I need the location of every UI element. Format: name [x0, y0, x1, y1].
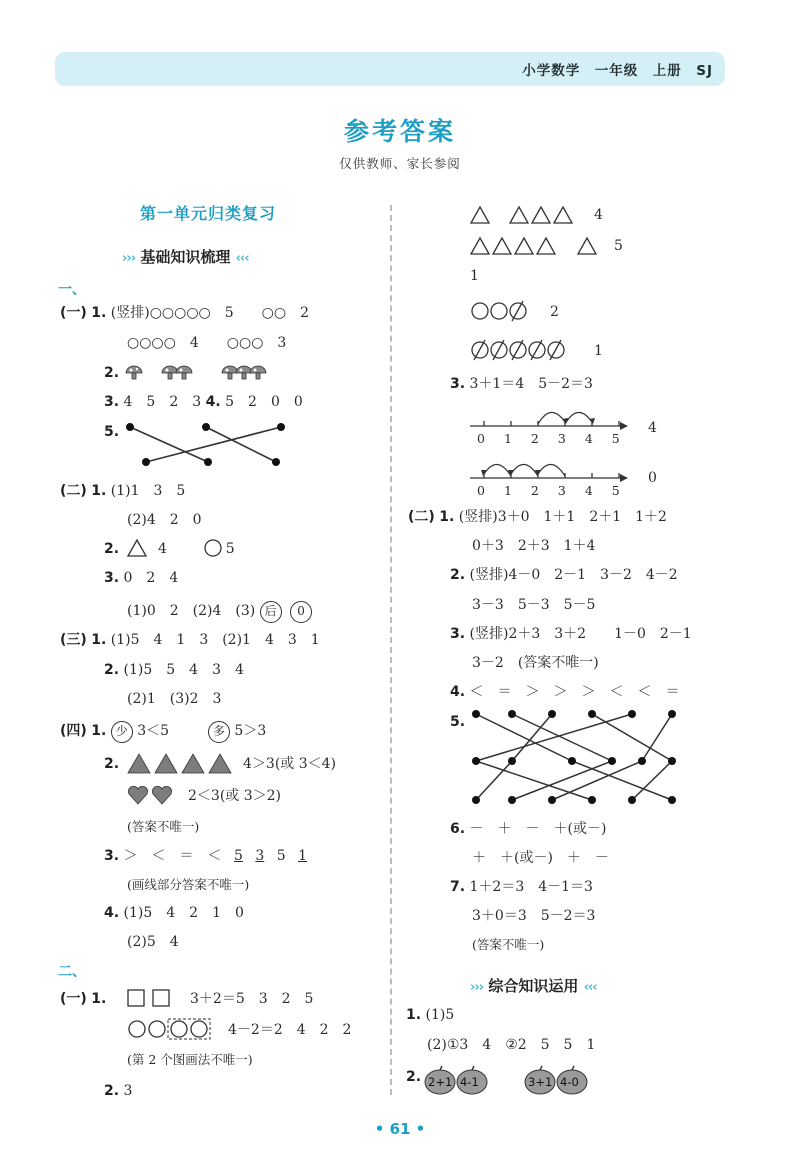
apple-labels: [424, 1075, 604, 1093]
number-line-2-ticks: [477, 482, 620, 500]
s2-item2: [406, 1068, 421, 1086]
item-number: 3.: [450, 626, 466, 642]
circled-answer: 少: [111, 721, 133, 743]
answer-text: (竖排)3＋0 1＋1 2＋1 1＋2: [458, 509, 667, 525]
underlined-answer: 1: [298, 848, 308, 864]
part-one-label: 一、: [58, 282, 86, 298]
r1-text: 4: [594, 207, 603, 223]
r2-text: 5: [614, 238, 623, 254]
circled-answer: 多: [208, 721, 230, 743]
circled-answer: 后: [260, 601, 282, 623]
tick-label: 5: [611, 483, 620, 498]
item-number: 2.: [406, 1069, 422, 1085]
part-two-label: 二、: [58, 964, 86, 980]
rg2-item2-line-a: [450, 566, 678, 584]
tick-label: 3: [557, 431, 566, 446]
number-line-2-result: 0: [648, 470, 657, 486]
g4-item2-text-a: 4＞3(或 3＜4): [243, 756, 337, 772]
underlined-answer: 3: [255, 848, 265, 864]
g2-item3: [104, 569, 178, 587]
section-title-basic: [122, 246, 249, 267]
answer-text: (竖排)○○○○○ 5 ○○ 2: [110, 305, 310, 321]
answer-text: 5 2 0 0: [225, 394, 303, 410]
g2-item1-line-b: (2)4 2 0: [127, 512, 202, 528]
item-number: 3.: [104, 848, 120, 864]
rg2-item4: [450, 683, 680, 701]
answer-text: (竖排)2＋3 3＋2 1－0 2－1: [469, 626, 692, 642]
answer-text: ＜ ＝ ＞ ＞ ＞ ＜ ＜ ＝: [469, 684, 680, 700]
page-title: 参考答案: [343, 117, 456, 146]
item-number: 5.: [450, 714, 466, 730]
tick-label: 2: [530, 483, 539, 498]
tick-label: 0: [477, 431, 485, 446]
filled-triangles-icon: [127, 752, 237, 774]
r3-text: 1: [470, 268, 479, 284]
item-number: 1.: [91, 483, 107, 499]
answer-text: 4: [157, 541, 167, 557]
item-number: 1.: [91, 632, 107, 648]
circled-answer: 0: [290, 601, 312, 623]
item-number: 1.: [406, 1007, 422, 1023]
item-number: 4.: [104, 905, 120, 921]
apple-label: 3+1: [528, 1075, 553, 1089]
item-number: 2.: [104, 662, 120, 678]
answer-text: (竖排)4－0 2－1 3－2 4－2: [469, 567, 678, 583]
item-number: 3.: [104, 394, 120, 410]
answer-text: 3＜5: [137, 723, 170, 739]
g4-item2-note: (答案不唯一): [127, 819, 200, 834]
item-number: 2.: [104, 1083, 120, 1099]
group-label: (一): [60, 305, 87, 321]
answer-text: (1)5 4 2 1 0: [123, 905, 244, 921]
p2-item1-text-b: 4－2＝2 4 2 2: [228, 1022, 352, 1038]
g1-item2: [104, 364, 119, 382]
rg2-item6-line-a: [450, 820, 606, 838]
rg2-item1-line-a: [408, 508, 667, 526]
item-number: 2.: [104, 365, 120, 381]
page-number: • 61 •: [374, 1120, 426, 1138]
chevron-right-icon: ›››: [470, 980, 484, 995]
rg2-item5: [450, 713, 465, 731]
g4-item4-line-b: (2)5 4: [127, 934, 179, 950]
g1-item1-line-b: ○○○○ 4 ○○○ 3: [127, 335, 287, 351]
item-number: 3.: [450, 376, 466, 392]
answer-text: 3＋1＝4 5－2＝3: [469, 376, 593, 392]
item-number: 1.: [91, 723, 107, 739]
item-number: 1.: [91, 991, 107, 1007]
g3-item1: [60, 631, 320, 649]
p2-item1-note: (第 2 个图画法不唯一): [127, 1052, 253, 1067]
crossing-lines-diagram: [472, 710, 702, 806]
tick-label: 1: [503, 431, 512, 446]
r4-text: 2: [550, 304, 559, 320]
hearts-icon: [127, 784, 177, 806]
matching-lines-diagram: [126, 422, 286, 466]
apple-label: 4-1: [460, 1075, 479, 1089]
g1-item1-line-a: [60, 304, 309, 322]
answer-text: 3: [123, 1083, 133, 1099]
circles-row-crossed-2: [470, 339, 590, 361]
unit-title: 第一单元归类复习: [140, 204, 277, 223]
tick-label: 0: [477, 483, 485, 498]
rg2-item7-line-b: 3＋0＝3 5－2＝3: [472, 908, 596, 924]
answer-text: 5＞3: [234, 723, 267, 739]
chevron-left-icon: ‹‹‹: [583, 980, 597, 995]
number-line-1-ticks: [477, 430, 620, 448]
group-label: (三): [60, 632, 87, 648]
group-label: (二): [60, 483, 87, 499]
tick-label: 2: [530, 431, 539, 446]
item-number: 3.: [104, 570, 120, 586]
tick-label: 4: [584, 431, 593, 446]
answer-text: 5: [225, 541, 235, 557]
item-number: 1.: [91, 305, 107, 321]
answer-text: ＞ ＜ ＝ ＜: [123, 848, 222, 864]
p2-item1-text-a: 3＋2＝5 3 2 5: [190, 991, 314, 1007]
item-number: 6.: [450, 821, 466, 837]
squares-icon: [127, 988, 177, 1008]
rg2-item6-line-b: ＋ ＋(或－) ＋ －: [472, 850, 609, 866]
answer-text: (1)0 2 (2)4 (3): [127, 603, 256, 619]
apple-label: 4-0: [560, 1075, 579, 1089]
item-number: 4.: [205, 394, 221, 410]
section-title-text: 综合知识运用: [488, 977, 579, 995]
g4-item3: [104, 847, 307, 865]
g4-item2-text-b: 2＜3(或 3＞2): [188, 788, 282, 804]
column-divider: [390, 205, 392, 1095]
answer-text: 4 5 2 3: [123, 394, 202, 410]
g4-item2: [104, 755, 119, 773]
rg2-item3-line-a: [450, 625, 692, 643]
g1-item3-4: [104, 393, 303, 411]
triangle-circle-icon: [127, 538, 247, 558]
circles-crossed-box-icon: [127, 1018, 217, 1040]
underlined-answer: 5: [233, 848, 243, 864]
page-number-value: 61: [389, 1120, 411, 1138]
g3-item2-line-a: [104, 661, 244, 679]
group-label: (二): [408, 509, 435, 525]
rg2-item7-note: (答案不唯一): [472, 937, 545, 952]
answer-text: (1)5 4 1 3 (2)1 4 3 1: [110, 632, 320, 648]
g1-item5: [104, 423, 119, 441]
tick-label: 5: [611, 431, 620, 446]
answer-text: 1＋2＝3 4－1＝3: [469, 879, 593, 895]
g2-item3-line-b: [127, 601, 312, 623]
page-subtitle: 仅供教师、家长参阅: [339, 156, 461, 171]
group-label: (一): [60, 991, 87, 1007]
answer-text: 0 2 4: [123, 570, 179, 586]
rg2-item2-line-b: 3－3 5－3 5－5: [472, 597, 596, 613]
item-number: 2.: [104, 756, 120, 772]
r-item3: [450, 375, 593, 393]
item-number: 7.: [450, 879, 466, 895]
item-number: 4.: [450, 684, 466, 700]
tick-label: 4: [584, 483, 593, 498]
chevron-left-icon: ‹‹‹: [235, 251, 249, 266]
g2-item1-line-a: [60, 482, 185, 500]
answer-text: (1)5 5 4 3 4: [123, 662, 244, 678]
chevron-right-icon: ›››: [122, 251, 136, 266]
mushroom-groups-icon: [124, 361, 284, 385]
circles-row-crossed-1: [470, 300, 540, 322]
s2-item1-line-a: [406, 1006, 454, 1024]
answer-text: (1)1 3 5: [110, 483, 186, 499]
item-number: 2.: [450, 567, 466, 583]
item-number: 1.: [439, 509, 455, 525]
number-line-1-result: 4: [648, 420, 657, 436]
answer-text: (1)5: [425, 1007, 455, 1023]
p2-item2: [104, 1082, 132, 1100]
answer-text: 5: [276, 848, 286, 864]
item-number: 5.: [104, 424, 120, 440]
rg2-item7-line-a: [450, 878, 593, 896]
rg2-item1-line-b: 0＋3 2＋3 1＋4: [472, 538, 596, 554]
rg2-item3-line-b: 3－2 (答案不唯一): [472, 655, 599, 671]
group-label: (四): [60, 723, 87, 739]
r5-text: 1: [594, 343, 603, 359]
g4-item3-note: (画线部分答案不唯一): [127, 877, 250, 892]
p2-item1: [60, 990, 106, 1008]
section-title-applied: [470, 975, 597, 996]
g4-item1: [60, 721, 266, 743]
g3-item2-line-b: (2)1 (3)2 3: [127, 691, 222, 707]
tick-label: 3: [557, 483, 566, 498]
tick-label: 1: [503, 483, 512, 498]
header-text: 小学数学 一年级 上册 SJ: [522, 63, 713, 79]
answer-text: － ＋ － ＋(或－): [469, 821, 607, 837]
g4-item4-line-a: [104, 904, 244, 922]
section-title-text: 基础知识梳理: [140, 248, 231, 266]
s2-item1-line-b: (2)①3 4 ②2 5 5 1: [427, 1037, 596, 1053]
triangles-row-1: [470, 205, 590, 225]
apple-label: 2+1: [428, 1075, 453, 1089]
triangles-row-2: [470, 236, 610, 256]
item-number: 2.: [104, 541, 120, 557]
header-bar: [55, 52, 725, 86]
